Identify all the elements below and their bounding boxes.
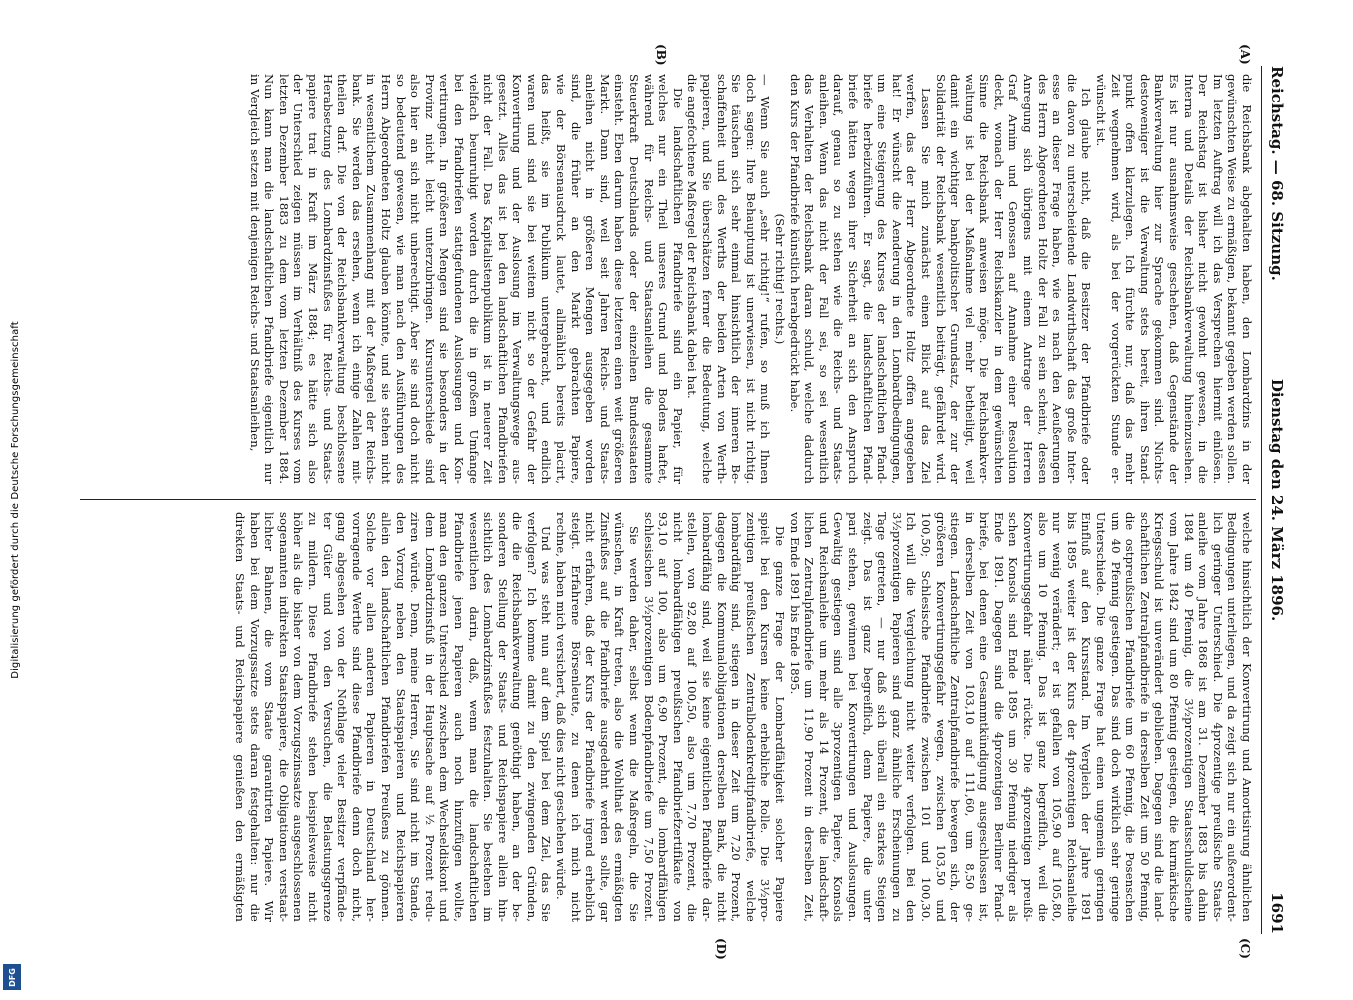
text-line: und Reichsanleihe um mehr als 14 Prozent, die landschaft- (816, 512, 831, 922)
text-line: anleihen nicht in größeren Mengen ausgegeben worden (583, 74, 598, 484)
text-line: vielfach beunruhigt worden durch die in großem Umfange (466, 74, 481, 484)
text-line: wie der Börsenausdruck lautet, allmählich bereits placirt, (554, 74, 569, 484)
text-line: briefe hätten wegen ihrer Sicherheit an sich den Anspruch (845, 74, 860, 484)
text-line: gesetzt. Alles das ist bei den landschaftlichen Pfandbriefen (495, 74, 510, 484)
text-line: Zeit wegnehmen wird, als bei der vorgerückten Stunde er- (1108, 74, 1123, 484)
text-line: die die Reichsbankverwaltung genöthigt haben, an der be- (510, 512, 525, 922)
text-line: dagegen die Kommunalobligationen derselben Bank, die nicht (714, 512, 729, 922)
text-line: papieren, und Sie überschätzen ferner die Bedeutung, welche (700, 74, 715, 484)
text-line: destoweniger ist die Verwaltung stets bereit, ihren Stand- (1137, 74, 1152, 484)
text-line: anleihe vom Jahre 1868 ist am 31. Dezember 1883 bis dahin (1196, 512, 1211, 922)
text-line: bis 1895 weiter ist der Kurs der 4prozentigen Reichsanleihe (1064, 512, 1079, 922)
text-line: ziren würde. Denn, meine Herren, Sie sind nicht im Stande, (408, 512, 423, 922)
text-line: Herrn Abgeordneten Holtz glauben könnte, und sie stehen nicht (378, 74, 393, 484)
text-line: nicht der Fall. Das Kapitalistenpublikum ist in neuerer Zeit (481, 74, 496, 484)
text-line: schaffenheit und des Werths der beiden Arten von Werth- (714, 74, 729, 484)
text-line: Markt. Dann sind, weil seit Jahren Reichs- und Staats- (597, 74, 612, 484)
margin-marker-c: (C) (1238, 938, 1252, 959)
text-line: Anregung sich übrigens mit einem Antrage der Herren (1021, 74, 1036, 484)
text-line: 1884 um 40 Pfennig, die 3½prozentigen Staatsschuldscheine (1181, 512, 1196, 922)
text-line: sichtlich des Lombardzinsfußes festzuhalten. Sie bestehen im (481, 512, 496, 922)
text-line: — Wenn Sie auch „sehr richtig!“ rufen, so muß ich Ihnen (758, 74, 773, 484)
text-line: in derselben Zeit von 103,10 auf 111,60, um 8,50 ge- (962, 512, 977, 922)
text-line: wesentlichen darin, daß, wenn man die landschaftlichen (466, 512, 481, 922)
text-line: die davon zu unterscheidende Landwirthschaft das große Inter- (1064, 74, 1079, 484)
text-line: Konvertirungsgefahr näher rückte. Die 4prozentigen preußi- (1021, 512, 1036, 922)
text-line: Sinne die Reichsbank anweisen möge. Die Reichsbankver- (977, 74, 992, 484)
text-line: Interna und Details der Reichsbankverwaltung hineinzusehen. (1181, 74, 1196, 484)
text-line: pari stehen, gewinnen bei Konvertirungen und Auslosungen. (845, 512, 860, 922)
text-line: Solche vor allen anderen Papieren in Deutschland her- (364, 512, 379, 922)
text-line: Kriegsschuld ist unverändert geblieben. Dagegen sind die land- (1152, 512, 1167, 922)
text-line: höher als die bisher von dem Vorzugszinssatze ausgeschlossenen (291, 512, 306, 922)
text-line: dem Lombardzinsfuß in der Hauptsache auf ½ Prozent redu- (422, 512, 437, 922)
text-line: stiegen. Landschaftliche Zentralpfandbriefe bewegen sich, der (948, 512, 963, 922)
text-line: allein den landschaftlichen Pfandbriefen Preußens zu gönnen. (378, 512, 393, 922)
text-line: darauf, genau so zu stehen wie die Reichs- und Staats- (831, 74, 846, 484)
header-session-title: Reichstag. — 68. Sitzung. (1268, 66, 1286, 281)
dfg-logo-text: DFG (7, 967, 17, 987)
text-line: doch sagen: Ihre Behauptung ist unerwiesen, ist nicht richtig. (743, 74, 758, 484)
text-line: in wesentlichem Zusammenhang mit der Maßregel der Reichs- (364, 74, 379, 484)
text-line: anleihen. Wenn das nicht der Fall sei, so sei wesentlich (816, 74, 831, 484)
text-line: man den ganzen Unterschied zwischen dem Wechseldiskont und (437, 512, 452, 922)
text-line: in Vergleich setzen mit denjenigen Reichs- und Staatsanleihen, (247, 74, 262, 452)
text-line: Konvertirung und der Auslosung im Verwaltungswege aus- (510, 74, 525, 484)
left-text-column (82, 74, 1254, 484)
text-line: verfolgen? Ich komme damit zu den zwingenden Gründen, (524, 512, 539, 922)
text-line: gewünschten Weise zu ermäßigen, bekannt gegeben werden sollen. (1225, 74, 1240, 484)
text-line: vorragende Werthe sind diese Pfandbriefe denn doch nicht, (349, 512, 364, 922)
text-line: gang abgesehen von der Nothlage vieler Besitzer verpfände- (335, 512, 350, 922)
text-line: sogenannten indirekten Staatspapiere, die Obligationen verstaat- (276, 512, 291, 922)
text-line: so bedeutend gewesen, wie man nach den Ausführungen des (393, 74, 408, 484)
text-line: 93,10 auf 100, also um 6,90 Prozent, die lombardfähigen (656, 512, 671, 922)
text-line: zentigen preußischen Zentralbodenkreditpfandbriefe, welche (743, 512, 758, 922)
text-line: Die landschaftlichen Pfandbriefe sind ein Papier, für (670, 88, 685, 484)
text-line: lichter Bahnen, die vom Staate garantirten Papiere. Wir (262, 512, 277, 922)
text-line: der Unterschied zeigen müssen im Verhältniß des Kurses vom (291, 74, 306, 484)
text-line: um eine Steigerung des Kurses der landschaftlichen Pfand- (875, 74, 890, 484)
page-number: 1691 (1268, 892, 1286, 934)
text-line: wünscht ist. (1094, 74, 1109, 147)
text-line: waren und sind sie bei weitem nicht so der Gefahr der (524, 74, 539, 484)
text-line: rechne, haben mich versichert, daß dies nicht geschehen würde. (554, 512, 569, 900)
text-line: Die ganze Frage der Lombardfähigkeit solcher Papiere (773, 526, 787, 922)
text-line: nicht lombardfähigen preußischen Pfandbriefzertifikate von (670, 512, 685, 922)
text-line: sind, die früher an den Markt gebrachten Papiere, (568, 74, 583, 484)
text-line: 3½prozentigen Papieren sind ganz ähnliche Erscheinungen zu (889, 512, 904, 922)
text-line: spielt bei den Kursen keine erhebliche Rolle. Die 3½pro- (758, 512, 773, 922)
text-line: Ich glaube nicht, daß die Besitzer der Pfandbriefe oder (1079, 88, 1094, 484)
page-header (1261, 66, 1288, 934)
text-line: haben bei dem Vorzugssatze stets daran festgehalten: nur die (247, 512, 262, 922)
text-line: das Verhalten der Reichsbank daran schuld, welche dadurch (802, 74, 817, 484)
text-line: größeren Konvertirungsgefahr wegen, zwischen 103,50 und (933, 512, 948, 922)
text-line: lich geringer Unterschied. Die 4prozentige preußische Staats- (1210, 512, 1225, 922)
text-line: nur wenig verändert; er ist gefallen von 105,90 auf 105,80, (1050, 512, 1065, 922)
text-line: also um 10 Pfennig. Das ist ganz begreiflich, weil die (1035, 512, 1050, 922)
text-line: lombardfähig sind, stiegen in dieser Zeit um 7,20 Prozent, (729, 512, 744, 922)
text-line: während für Reichs- und Staatsanleihen die gesammte (641, 74, 656, 484)
text-line: werfen, das der Herr Abgeordnete Holtz offen angegeben (904, 74, 919, 484)
text-line: briefe, bei denen eine Gesammtkündigung ausgeschlossen ist, (977, 512, 992, 922)
text-line: Herabsetzung des Lombardzinsfußes für Reichs- und Staats- (320, 74, 335, 484)
text-line: den Kurs der Pfandbriefe künstlich herabgedrückt habe. (787, 74, 802, 413)
dfg-logo (3, 964, 21, 990)
text-line: Unterschiede. Die ganze Frage hat einen ungemein geringen (1094, 512, 1109, 922)
text-line: einsteht. Eben darum haben diese letzteren einen weit größeren (612, 74, 627, 484)
document-page (76, 44, 1288, 960)
text-line: direkten Staats- und Reichspapiere genießen den ermäßigten (233, 512, 248, 922)
text-line: sonderen Stellung der Staats- und Reichspapiere allein hin- (495, 512, 510, 922)
text-line: welches nur ein Theil unseres Grund und Bodens haftet, (656, 74, 671, 484)
text-line: Pfandbriefe jenen Papieren auch noch hinzufügen wollte, (451, 512, 466, 922)
text-line: schen Konsols sind Ende 1895 um 30 Pfennig niedriger als (1006, 512, 1021, 922)
text-line: die Reichsbank abgehalten haben, den Lombardzins in der (1240, 74, 1254, 484)
text-line: Graf Arnim und Genossen auf Annahme einer Resolution (1006, 74, 1021, 484)
text-line: Bankverwaltung hier zur Sprache gekommen sind. Nichts- (1152, 74, 1167, 484)
text-line: zeigt. Das ist ganz begreiflich, denn Papiere, die unter (860, 512, 875, 922)
text-line: vom Jahre 1842 sind um 80 Pfennig gestiegen, die kurmärkische (1167, 512, 1182, 922)
text-line: Gewaltig gestiegen sind alle 3prozentigen Papiere, Konsols (831, 512, 846, 922)
text-line: Ich will die Vergleichung nicht weiter verfolgen. Bei den (904, 512, 919, 922)
text-line: Bedingungen unterliegen, und da zeigt sich nur ein außerordent- (1225, 512, 1240, 922)
text-line: Zinsfußes auf die Pfandbriefe ausgedehnt werden sollte, gar (597, 512, 612, 922)
text-line: des Herrn Abgeordneten Holtz der Fall zu sein scheint, dessen (1035, 74, 1050, 484)
text-line: lichen Zentralpfandbriefe um 11,90 Prozent in derselben Zeit, (802, 512, 817, 922)
margin-marker-d: (D) (714, 938, 728, 960)
text-line: Ende 1891. Dagegen sind die 4prozentigen Berliner Pfand- (991, 512, 1006, 922)
text-line: ter Güter und von den Versuchen, die Belastungsgrenze (320, 512, 335, 922)
text-line: um 40 Pfennig gestiegen. Das sind doch wirklich sehr geringe (1108, 512, 1123, 922)
text-line: die angefochtene Maßregel der Reichsbank dabei hat. (685, 74, 700, 399)
text-line: Im letzten Auftrag will ich das Versprechen hiermit einlösen. (1210, 74, 1225, 484)
text-line: Nun kann man die landschaftlichen Pfandbriefe eigentlich nur (262, 74, 277, 484)
text-line: Steuerkraft Deutschlands oder der einzelnen Bundesstaaten (627, 74, 642, 484)
text-line: punkt offen klarzulegen. Ich fürchte nur, daß das mehr (1123, 74, 1138, 484)
column-divider (80, 499, 1256, 500)
header-date: Dienstag den 24. März 1896. (1268, 378, 1286, 622)
text-line: papiere trat in Kraft im März 1884; es hätte sich also (306, 74, 320, 484)
text-line: also hier an sich nicht unberechtigt. Aber sie sind doch nicht (408, 74, 423, 484)
margin-marker-b: (B) (654, 44, 668, 66)
text-line: Solidarität der Reichsbank wesentlich beiträgt, gefährdet wird. (933, 74, 948, 484)
text-line: die ostpreußischen Pfandbriefe um 60 Pfennig, die Posenschen (1123, 512, 1138, 922)
text-line: hat! Er wünscht die Aenderung in den Lombardbedingungen, (889, 74, 904, 484)
text-line: waltung ist bei der Maßnahme viel mehr betheiligt, weil (962, 74, 977, 484)
text-line: das heißt, sie im Publikum untergebracht, und endlich (539, 74, 554, 484)
text-line: esse an dieser Frage haben, wie es nach den Aeußerungen (1050, 74, 1065, 484)
right-text-column (82, 512, 1254, 922)
text-line: Es ist nur ausnahmsweise geschehen, daß Gegenstände der (1167, 74, 1182, 484)
text-line: Lassen Sie mich zunächst einen Blick auf das Ziel (918, 88, 933, 484)
text-line: nicht erfahren, daß der Kurs der Pfandbriefe irgend erheblich (583, 512, 598, 922)
text-line: deckt, wonach der Herr Reichskanzler in dem gewünschten (991, 74, 1006, 484)
text-line: Tage getreten, — nur daß sich überall ein starkes Steigen (875, 512, 890, 922)
text-line: Der Reichstag ist bisher nicht gewohnt gewesen, in die (1196, 74, 1211, 484)
text-line: steigt. Erfahrene Börsenleute, zu denen ich mich nicht (568, 512, 583, 922)
text-line: den Vorzug neben den Staatspapieren und Reichspapieren (393, 512, 408, 922)
text-line: vertirungen. In größeren Mengen sind sie besonders in der (437, 74, 452, 484)
text-line: Provinz nicht leicht unterzubringen. Kursunterschiede sind (422, 74, 437, 484)
text-line: Sie täuschen sich sehr einmal hinsichtlich der inneren Be- (729, 74, 744, 484)
margin-marker-a: (A) (1238, 44, 1252, 65)
text-line: von Ende 1891 bis Ende 1895. (787, 512, 802, 695)
text-line: zu mildern. Diese Pfandbriefe stehen beispielsweise nicht (306, 512, 320, 922)
text-line: Einfluß auf den Kursstand. Im Vergleich der Jahre 1891 (1079, 512, 1094, 922)
text-line: stellen, von 92,80 auf 100,50, also um 7,70 Prozent, die (685, 512, 700, 922)
text-line: (Sehr richtig! rechts.) (773, 213, 787, 345)
text-line: briefe herbeizuführen. Er sagt, die landschaftlichen Pfand- (860, 74, 875, 484)
text-line: theilen darf. Die von der Reichsbankverwaltung beschlossene (335, 74, 350, 484)
text-line: bank. Sie werden das ersehen, wenn ich einige Zahlen mit- (349, 74, 364, 484)
text-line: damit ein wichtiger bankpolitischer Grundsatz, der zur der (948, 74, 963, 484)
text-line: schaftlichen Zentralpfandbriefe in derselben Zeit um 50 Pfennig, (1137, 512, 1152, 922)
text-line: wünschen, in Kraft treten, also die Wohlthat des ermäßigten (612, 512, 627, 922)
text-line: lombardfähig sind, weil sie keine eigentlichen Pfandbriefe dar- (700, 512, 715, 922)
text-line: 100,50; Schlesische Pfandbriefe zwischen 101 und 100,30. (918, 512, 933, 922)
text-line: welche hinsichtlich der Konvertirung und Amortisirung ähnlichen (1240, 512, 1254, 922)
digitization-credit-text: Digitalisierung gefördert durch die Deutsche Forschungsgemeinschaft (10, 321, 21, 679)
text-line: schlesischen 3½prozentigen Bodenpfandbriefe um 7,50 Prozent. (641, 512, 656, 922)
text-line: letzten Dezember 1883 zu dem vom letzten Dezember 1884. (276, 74, 291, 484)
text-line: Und was steht nun auf dem Spiel bei dem Ziel, das Sie (539, 526, 554, 922)
text-line: Sie werden daher, selbst wenn die Maßregeln, die Sie (627, 526, 642, 922)
text-line: bei den Pfandbriefen stattgefundenen Auslosungen und Kon- (451, 74, 466, 484)
